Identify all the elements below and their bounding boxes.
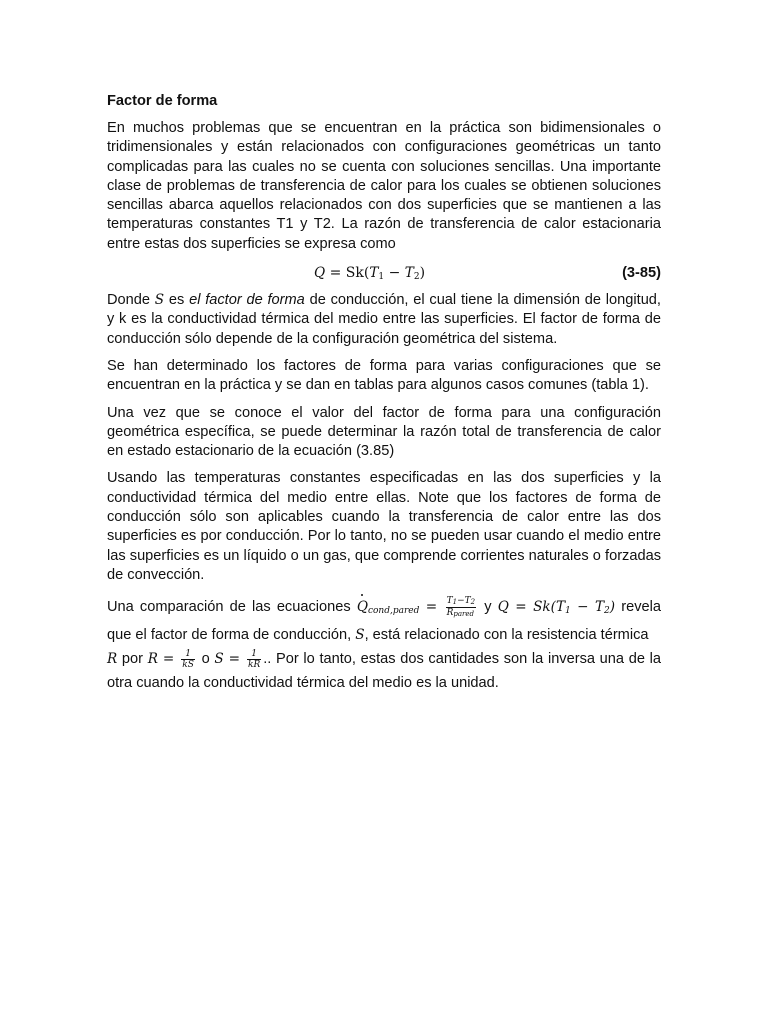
fraction-1-over-ks: $\frac{1}{kS}$ bbox=[182, 648, 194, 670]
equation-number: (3-85) bbox=[622, 265, 661, 282]
section-heading: Factor de forma bbox=[107, 93, 218, 109]
paragraph-conduction-note: Usando las temperaturas constantes especificadas en las dos superficies y la conductividad térmica del medio entre ellas. Note que los factores de forma de conducción sólo son aplicables cuando la transferencia de calor entre las dos superficies es por conducción. Por lo tanto, no se pueden usar cuando el medio entre las superficies es un líquido o un gas, que comprende corrientes naturales o forzadas de convección. bbox=[107, 470, 661, 583]
equation-line bbox=[107, 262, 661, 286]
paragraph-comparison bbox=[107, 595, 661, 695]
paragraph-definition: Donde S es el factor de forma de conducción, el cual tiene la dimensión de longitud, y k es la conductividad térmica del medio entre las superficies. El factor de forma de conducción sólo depende de la configuración geométrica del sistema. bbox=[107, 292, 661, 347]
equation-3-85: $Q = Sk(T_1 - T_2)$ bbox=[314, 265, 426, 283]
fraction-t1-t2-over-rpared: $\frac{T_1-T_2}{R_{pared}}$ bbox=[446, 595, 476, 618]
defined-term: el factor de forma bbox=[189, 292, 305, 309]
paragraph-intro: En muchos problemas que se encuentran en la práctica son bidimensionales o tridimensionales y están relacionados con configuraciones geométricas un tanto complicadas para las cuales no se cuenta con soluciones sencillas. Una importante clase de problemas de transferencia de calor para los cuales se obtienen soluciones sencillas abarca aquellos relacionados con dos superficies que se mantienen a las temperaturas constantes T1 y T2. La razón de transferencia de calor estacionaria entre estas dos superficies se expresa como bbox=[107, 120, 661, 252]
comparison-line-1: Una comparación de las ecuaciones $Q_{cond,pared}$ = $\frac{T_1-T_2}{R_{pared}}$ y $Q = Sk(T_1 - T_2)$ revela bbox=[107, 595, 661, 618]
paragraph-shape-factor-value: Una vez que se conoce el valor del factor de forma para una configuración geométrica específica, se puede determinar la razón total de transferencia de calor en estado estacionario de la ecuación (3.85) bbox=[107, 404, 661, 460]
fraction-1-over-kr: $\frac{1}{kR}$ bbox=[248, 648, 261, 670]
paragraph-tables: Se han determinado los factores de forma para varias configuraciones que se encuentran en la práctica y se dan en tablas para algunos casos comunes (tabla 1). bbox=[107, 357, 661, 394]
comparison-line-2: que el factor de forma de conducción, S, está relacionado con la resistencia térmica bbox=[107, 627, 649, 644]
document-page bbox=[107, 92, 661, 695]
comparison-line-3: R por R = $\frac{1}{kS}$ o S = $\frac{1}{kR}$ .. Por lo tanto, estas dos cantidades son la inversa una de la otra cuando la conductividad térmica del medio es la unidad. bbox=[107, 648, 661, 692]
